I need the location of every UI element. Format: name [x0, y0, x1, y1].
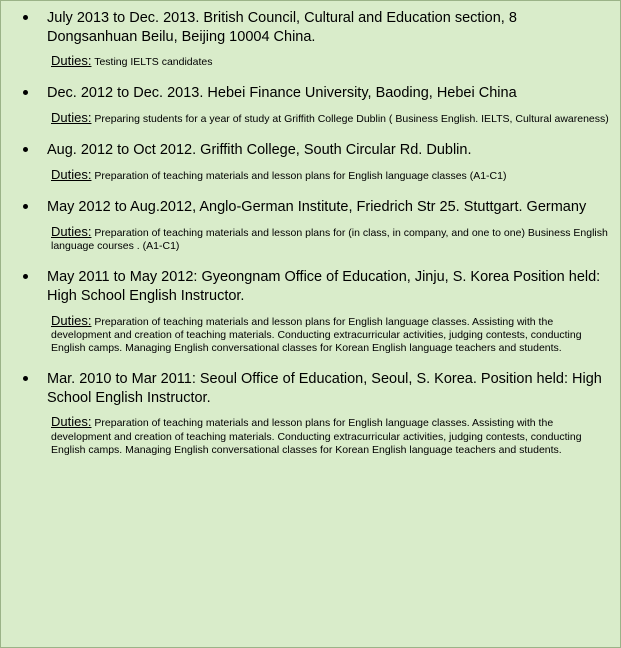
duties-label: Duties:	[51, 110, 92, 126]
bullet-icon	[23, 147, 28, 152]
entry-duties	[47, 224, 610, 254]
experience-list	[11, 9, 610, 457]
list-item	[11, 370, 610, 457]
duties-label: Duties:	[51, 312, 92, 328]
entry-headline: May 2012 to Aug.2012, Anglo-German Institute, Friedrich Str 25. Stuttgart. Germany	[47, 199, 587, 216]
entry-duties	[47, 313, 610, 356]
entry-duties	[47, 110, 610, 126]
entry-headline: Aug. 2012 to Oct 2012. Griffith College, South Circular Rd. Dublin.	[47, 142, 472, 159]
bullet-icon	[23, 15, 28, 20]
bullet-icon	[23, 376, 28, 381]
bullet-icon	[23, 90, 28, 95]
duties-label: Duties:	[51, 166, 92, 182]
duties-text: Testing IELTS candidates	[94, 56, 213, 69]
duties-text: Preparation of teaching materials and lesson plans for English language classes (A1-C1)	[94, 169, 507, 182]
list-item	[11, 198, 610, 253]
duties-text: Preparation of teaching materials and lesson plans for (in class, in company, and one to one) Business English language courses . (A1-C1)	[51, 226, 608, 253]
bullet-icon	[23, 204, 28, 209]
entry-headline: May 2011 to May 2012: Gyeongnam Office of Education, Jinju, S. Korea Position held: High School English Instructor.	[47, 269, 601, 304]
entry-duties	[47, 167, 610, 183]
entry-duties	[47, 53, 610, 69]
entry-duties	[47, 414, 610, 457]
list-item	[11, 268, 610, 355]
list-item	[11, 141, 610, 183]
list-item	[11, 9, 610, 69]
entry-headline: Mar. 2010 to Mar 2011: Seoul Office of Education, Seoul, S. Korea. Position held: High School English Instructor.	[47, 371, 602, 406]
duties-text: Preparation of teaching materials and lesson plans for English language classes. Assisting with the development and creation of teaching materials. Conducting extracurricular activities, judging contests, conducting English camps. Managing English conversational classes for Korean English language teachers and students.	[51, 315, 582, 355]
entry-headline: Dec. 2012 to Dec. 2013. Hebei Finance University, Baoding, Hebei China	[47, 85, 517, 102]
list-item	[11, 84, 610, 126]
duties-label: Duties:	[51, 414, 92, 430]
duties-label: Duties:	[51, 223, 92, 239]
duties-label: Duties:	[51, 53, 92, 69]
duties-text: Preparation of teaching materials and lesson plans for English language classes. Assisting with the development and creation of teaching materials. Conducting extracurricular activities, judging contests, conducting English camps. Managing English conversational classes for Korean English language teachers and students.	[51, 417, 582, 457]
bullet-icon	[23, 274, 28, 279]
entry-headline: July 2013 to Dec. 2013. British Council, Cultural and Education section, 8 Dongsanhuan Beilu, Beijing 10004 China.	[47, 10, 517, 45]
duties-text: Preparing students for a year of study at Griffith College Dublin ( Business English. IELTS, Cultural awareness)	[94, 113, 609, 126]
